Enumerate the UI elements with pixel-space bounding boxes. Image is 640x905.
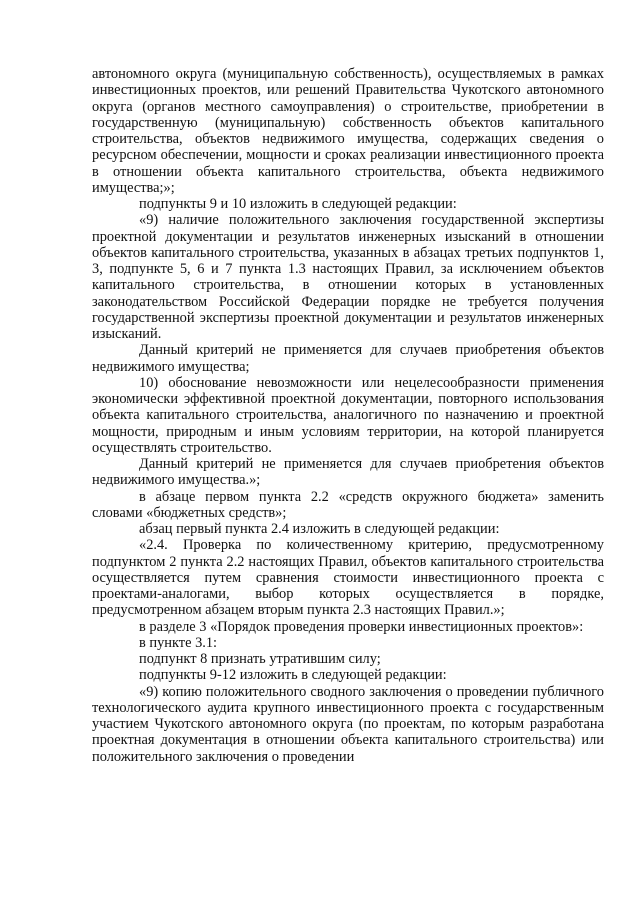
paragraph: абзац первый пункта 2.4 изложить в следующей редакции:: [139, 521, 500, 537]
paragraph: подпункт 8 признать утратившим силу;: [139, 651, 381, 667]
paragraph: «2.4. Проверка по количественному критерию, предусмотренному подпунктом 2 пункта 2.2 настоящих Правил, объектов капитального строительства осуществляется путем сравнения стоимости инвестиционного проекта с проектами-аналогами, выбор которых осуществляется в порядке, предусмотренном абзацем вторым пункта 2.3 настоящих Правил.»;: [92, 537, 604, 619]
paragraph: в абзаце первом пункта 2.2 «средств окружного бюджета» заменить словами «бюджетных средств»;: [92, 488, 604, 521]
paragraph: в пункте 3.1:: [139, 634, 218, 651]
document-body: [92, 66, 604, 765]
paragraph: «9) наличие положительного заключения государственной экспертизы проектной документации и результатов инженерных изысканий в отношении объектов капитального строительства, указанных в абзацах третьих подпунктов 1, 3, подпункте 5, 6 и 7 пункта 1.3 настоящих Правил, за исключением объектов капитального строительства, в отношении которых в установленных законодательством Российской Федерации порядке не требуется получения государственной экспертизы проектной документации и результатов инженерных изысканий.: [92, 212, 604, 342]
paragraph: подпункты 9 и 10 изложить в следующей редакции:: [139, 196, 457, 212]
paragraph: Данный критерий не применяется для случаев приобретения объектов недвижимого имущества.»;: [92, 456, 604, 489]
paragraph: Данный критерий не применяется для случаев приобретения объектов недвижимого имущества;: [92, 342, 604, 375]
paragraph: в разделе 3 «Порядок проведения проверки инвестиционных проектов»:: [139, 618, 584, 635]
paragraph: 10) обоснование невозможности или нецелесообразности применения экономически эффективной проектной документации, повторного использования объекта капитального строительства, аналогичного по назначению и проектной мощности, природным и иным условиям территории, на которой планируется осуществлять строительство.: [92, 374, 604, 456]
paragraph: «9) копию положительного сводного заключения о проведении публичного технологического аудита крупного инвестиционного проекта с государственным участием Чукотского автономного округа (по проектам, по которым разработана проектная документация в отношении объекта капитального строительства) или положительного заключения о проведении: [92, 683, 604, 765]
paragraph: подпункты 9-12 изложить в следующей редакции:: [139, 667, 447, 684]
paragraph: автономного округа (муниципальную собственность), осуществляемых в рамках инвестиционных проектов, или решений Правительства Чукотского автономного округа (органов местного самоуправления) о строительстве, приобретении в государственную (муниципальную) собственность объектов капитального строительства, объектов недвижимого имущества, содержащих сведения о ресурсном обеспечении, мощности и сроках реализации инвестиционного проекта в отношении объекта капитального строительства, объекта недвижимого имущества;»;: [92, 66, 604, 196]
